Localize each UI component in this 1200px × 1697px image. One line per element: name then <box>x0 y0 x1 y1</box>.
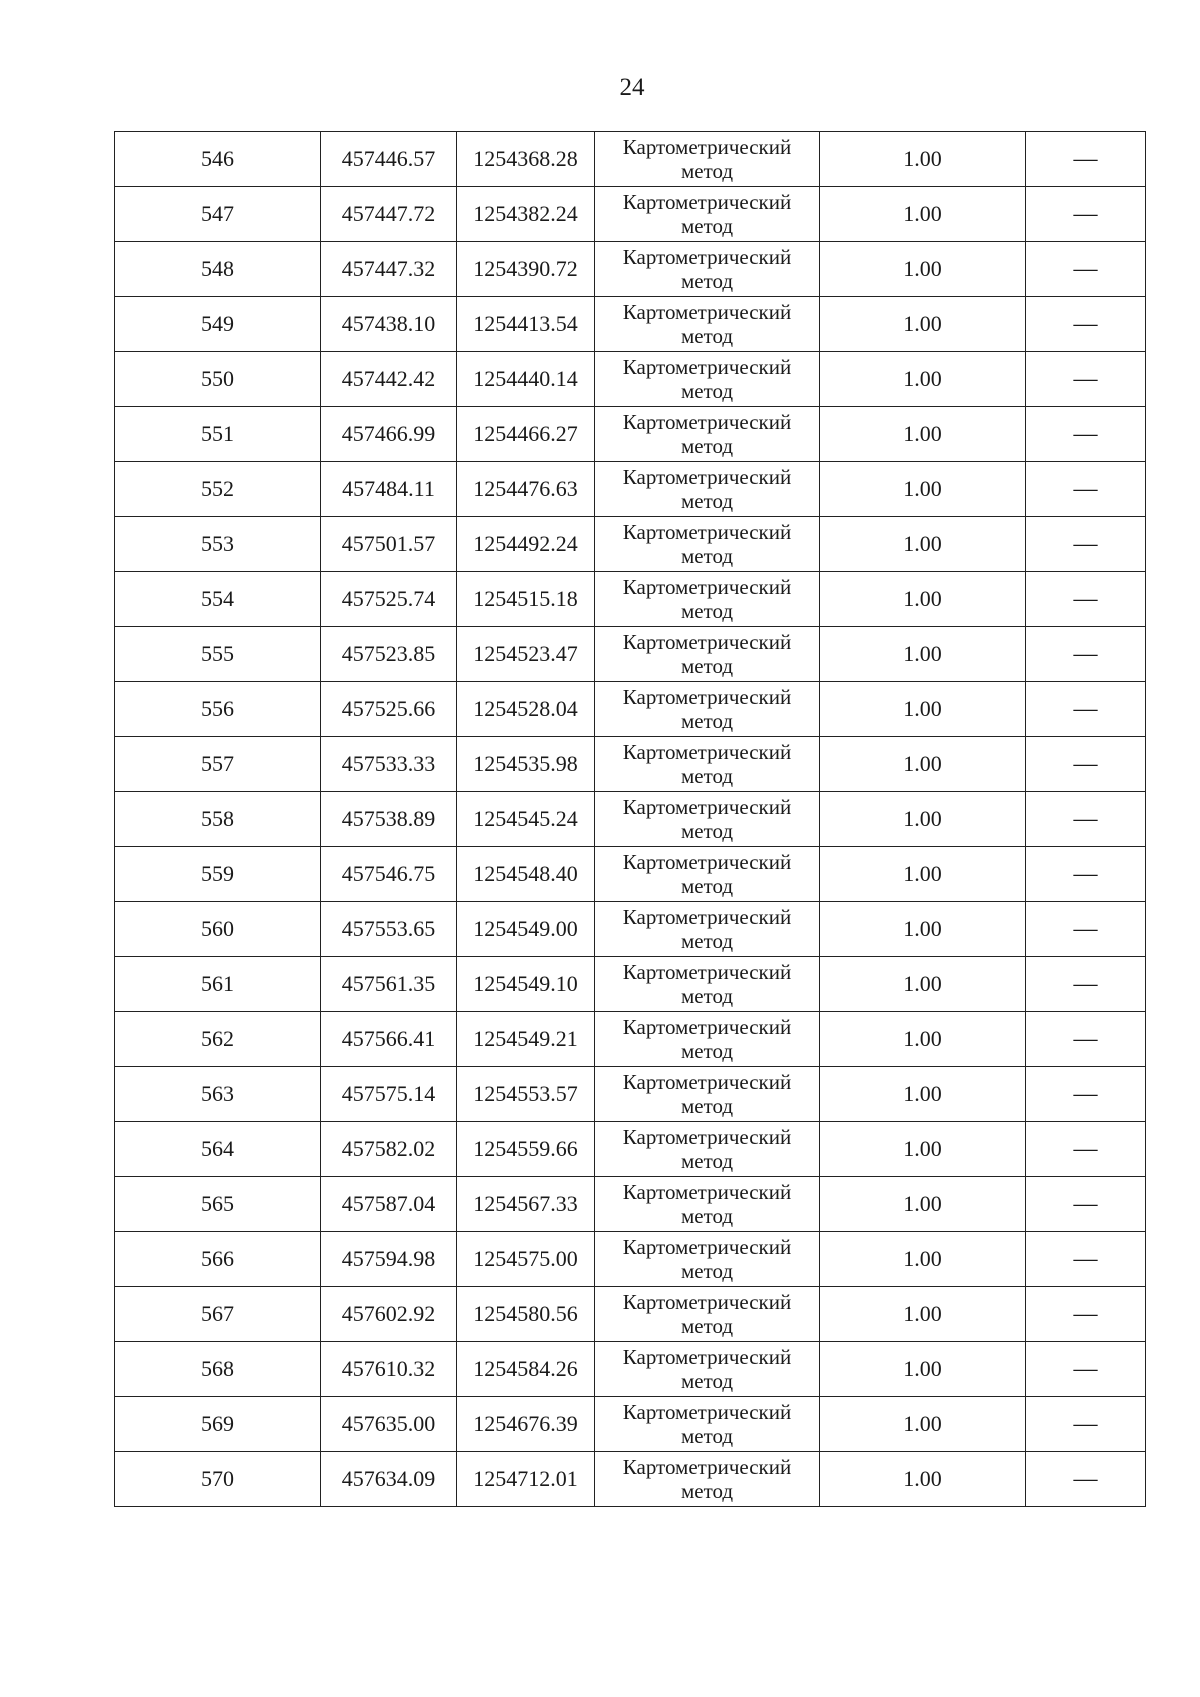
x-coordinate-cell: 457484.11 <box>321 462 457 517</box>
method-line-1: Картометрический <box>622 795 792 819</box>
method-cell <box>595 517 820 572</box>
description-cell: — <box>1026 1342 1146 1397</box>
method-line-2: метод <box>680 819 734 843</box>
method-line-2: метод <box>680 214 734 238</box>
precision-cell: 1.00 <box>820 1452 1026 1507</box>
description-cell: — <box>1026 1122 1146 1177</box>
x-coordinate-cell: 457446.57 <box>321 132 457 187</box>
precision-cell: 1.00 <box>820 902 1026 957</box>
y-coordinate-cell: 1254584.26 <box>457 1342 595 1397</box>
method-line-2: метод <box>680 709 734 733</box>
x-coordinate-cell: 457442.42 <box>321 352 457 407</box>
description-cell: — <box>1026 517 1146 572</box>
y-coordinate-cell: 1254492.24 <box>457 517 595 572</box>
method-line-2: метод <box>680 764 734 788</box>
y-coordinate-cell: 1254559.66 <box>457 1122 595 1177</box>
description-cell: — <box>1026 847 1146 902</box>
precision-cell: 1.00 <box>820 242 1026 297</box>
method-line-2: метод <box>680 1424 734 1448</box>
table-row <box>115 572 1146 627</box>
point-number-cell: 570 <box>115 1452 321 1507</box>
method-line-2: метод <box>680 1039 734 1063</box>
method-cell <box>595 1397 820 1452</box>
method-line-1: Картометрический <box>622 410 792 434</box>
description-cell: — <box>1026 1397 1146 1452</box>
point-number-cell: 555 <box>115 627 321 682</box>
y-coordinate-cell: 1254368.28 <box>457 132 595 187</box>
method-cell <box>595 1232 820 1287</box>
method-line-1: Картометрический <box>622 905 792 929</box>
point-number-cell: 567 <box>115 1287 321 1342</box>
point-number-cell: 563 <box>115 1067 321 1122</box>
method-line-2: метод <box>680 654 734 678</box>
x-coordinate-cell: 457438.10 <box>321 297 457 352</box>
description-cell: — <box>1026 462 1146 517</box>
point-number-cell: 553 <box>115 517 321 572</box>
description-cell: — <box>1026 297 1146 352</box>
x-coordinate-cell: 457523.85 <box>321 627 457 682</box>
y-coordinate-cell: 1254382.24 <box>457 187 595 242</box>
x-coordinate-cell: 457533.33 <box>321 737 457 792</box>
x-coordinate-cell: 457525.74 <box>321 572 457 627</box>
y-coordinate-cell: 1254515.18 <box>457 572 595 627</box>
method-cell <box>595 1067 820 1122</box>
precision-cell: 1.00 <box>820 682 1026 737</box>
description-cell: — <box>1026 242 1146 297</box>
y-coordinate-cell: 1254549.10 <box>457 957 595 1012</box>
table-row <box>115 1287 1146 1342</box>
method-cell <box>595 572 820 627</box>
x-coordinate-cell: 457466.99 <box>321 407 457 462</box>
method-line-2: метод <box>680 984 734 1008</box>
method-cell <box>595 1122 820 1177</box>
y-coordinate-cell: 1254523.47 <box>457 627 595 682</box>
y-coordinate-cell: 1254567.33 <box>457 1177 595 1232</box>
table-row <box>115 187 1146 242</box>
table-row <box>115 627 1146 682</box>
y-coordinate-cell: 1254549.21 <box>457 1012 595 1067</box>
x-coordinate-cell: 457602.92 <box>321 1287 457 1342</box>
point-number-cell: 559 <box>115 847 321 902</box>
point-number-cell: 552 <box>115 462 321 517</box>
description-cell: — <box>1026 1067 1146 1122</box>
method-line-2: метод <box>680 379 734 403</box>
table-row <box>115 352 1146 407</box>
table-row <box>115 792 1146 847</box>
table-row <box>115 737 1146 792</box>
method-cell <box>595 737 820 792</box>
point-number-cell: 565 <box>115 1177 321 1232</box>
method-line-2: метод <box>680 929 734 953</box>
method-line-2: метод <box>680 269 734 293</box>
x-coordinate-cell: 457538.89 <box>321 792 457 847</box>
precision-cell: 1.00 <box>820 187 1026 242</box>
precision-cell: 1.00 <box>820 1012 1026 1067</box>
method-line-1: Картометрический <box>622 245 792 269</box>
method-line-1: Картометрический <box>622 520 792 544</box>
point-number-cell: 569 <box>115 1397 321 1452</box>
precision-cell: 1.00 <box>820 1067 1026 1122</box>
point-number-cell: 568 <box>115 1342 321 1397</box>
method-cell <box>595 957 820 1012</box>
table-row <box>115 1012 1146 1067</box>
method-line-2: метод <box>680 1204 734 1228</box>
x-coordinate-cell: 457575.14 <box>321 1067 457 1122</box>
precision-cell: 1.00 <box>820 737 1026 792</box>
precision-cell: 1.00 <box>820 517 1026 572</box>
precision-cell: 1.00 <box>820 1232 1026 1287</box>
precision-cell: 1.00 <box>820 572 1026 627</box>
method-cell <box>595 407 820 462</box>
point-number-cell: 560 <box>115 902 321 957</box>
x-coordinate-cell: 457501.57 <box>321 517 457 572</box>
page-number: 24 <box>619 74 645 101</box>
table-row <box>115 1232 1146 1287</box>
method-line-2: метод <box>680 324 734 348</box>
description-cell: — <box>1026 132 1146 187</box>
y-coordinate-cell: 1254535.98 <box>457 737 595 792</box>
y-coordinate-cell: 1254390.72 <box>457 242 595 297</box>
table-row <box>115 682 1146 737</box>
method-line-1: Картометрический <box>622 465 792 489</box>
point-number-cell: 548 <box>115 242 321 297</box>
x-coordinate-cell: 457561.35 <box>321 957 457 1012</box>
precision-cell: 1.00 <box>820 1342 1026 1397</box>
table-row <box>115 517 1146 572</box>
method-line-2: метод <box>680 874 734 898</box>
method-cell <box>595 242 820 297</box>
point-number-cell: 549 <box>115 297 321 352</box>
description-cell: — <box>1026 1287 1146 1342</box>
point-number-cell: 550 <box>115 352 321 407</box>
precision-cell: 1.00 <box>820 297 1026 352</box>
method-line-2: метод <box>680 544 734 568</box>
method-line-2: метод <box>680 1479 734 1503</box>
x-coordinate-cell: 457610.32 <box>321 1342 457 1397</box>
table-row <box>115 407 1146 462</box>
table-row <box>115 902 1146 957</box>
method-line-1: Картометрический <box>622 575 792 599</box>
method-line-2: метод <box>680 1314 734 1338</box>
description-cell: — <box>1026 187 1146 242</box>
method-line-2: метод <box>680 489 734 513</box>
table-row <box>115 1177 1146 1232</box>
point-number-cell: 566 <box>115 1232 321 1287</box>
point-number-cell: 556 <box>115 682 321 737</box>
point-number-cell: 561 <box>115 957 321 1012</box>
method-line-2: метод <box>680 1369 734 1393</box>
method-cell <box>595 462 820 517</box>
description-cell: — <box>1026 1452 1146 1507</box>
x-coordinate-cell: 457447.72 <box>321 187 457 242</box>
precision-cell: 1.00 <box>820 627 1026 682</box>
method-line-2: метод <box>680 159 734 183</box>
method-line-1: Картометрический <box>622 1125 792 1149</box>
description-cell: — <box>1026 352 1146 407</box>
precision-cell: 1.00 <box>820 132 1026 187</box>
method-line-2: метод <box>680 434 734 458</box>
method-line-1: Картометрический <box>622 1290 792 1314</box>
method-cell <box>595 1452 820 1507</box>
x-coordinate-cell: 457587.04 <box>321 1177 457 1232</box>
method-line-1: Картометрический <box>622 190 792 214</box>
precision-cell: 1.00 <box>820 1397 1026 1452</box>
precision-cell: 1.00 <box>820 1122 1026 1177</box>
point-number-cell: 547 <box>115 187 321 242</box>
method-line-2: метод <box>680 1259 734 1283</box>
method-cell <box>595 847 820 902</box>
point-number-cell: 554 <box>115 572 321 627</box>
method-line-1: Картометрический <box>622 850 792 874</box>
precision-cell: 1.00 <box>820 957 1026 1012</box>
method-line-2: метод <box>680 599 734 623</box>
point-number-cell: 551 <box>115 407 321 462</box>
method-line-1: Картометрический <box>622 685 792 709</box>
y-coordinate-cell: 1254413.54 <box>457 297 595 352</box>
point-number-cell: 557 <box>115 737 321 792</box>
x-coordinate-cell: 457566.41 <box>321 1012 457 1067</box>
table-row <box>115 242 1146 297</box>
method-line-1: Картометрический <box>622 1180 792 1204</box>
y-coordinate-cell: 1254440.14 <box>457 352 595 407</box>
table-row <box>115 957 1146 1012</box>
y-coordinate-cell: 1254553.57 <box>457 1067 595 1122</box>
description-cell: — <box>1026 737 1146 792</box>
table-row <box>115 1342 1146 1397</box>
point-number-cell: 558 <box>115 792 321 847</box>
method-line-1: Картометрический <box>622 1400 792 1424</box>
description-cell: — <box>1026 627 1146 682</box>
precision-cell: 1.00 <box>820 1287 1026 1342</box>
point-number-cell: 564 <box>115 1122 321 1177</box>
x-coordinate-cell: 457634.09 <box>321 1452 457 1507</box>
description-cell: — <box>1026 682 1146 737</box>
method-line-1: Картометрический <box>622 630 792 654</box>
precision-cell: 1.00 <box>820 792 1026 847</box>
table-row <box>115 1122 1146 1177</box>
x-coordinate-cell: 457635.00 <box>321 1397 457 1452</box>
y-coordinate-cell: 1254545.24 <box>457 792 595 847</box>
precision-cell: 1.00 <box>820 462 1026 517</box>
table-row <box>115 1452 1146 1507</box>
y-coordinate-cell: 1254476.63 <box>457 462 595 517</box>
method-cell <box>595 792 820 847</box>
precision-cell: 1.00 <box>820 847 1026 902</box>
method-line-1: Картометрический <box>622 355 792 379</box>
method-line-1: Картометрический <box>622 1455 792 1479</box>
description-cell: — <box>1026 407 1146 462</box>
method-cell <box>595 902 820 957</box>
precision-cell: 1.00 <box>820 352 1026 407</box>
method-line-1: Картометрический <box>622 1345 792 1369</box>
method-line-1: Картометрический <box>622 1235 792 1259</box>
method-cell <box>595 682 820 737</box>
description-cell: — <box>1026 792 1146 847</box>
method-cell <box>595 627 820 682</box>
method-cell <box>595 1342 820 1397</box>
table-row <box>115 847 1146 902</box>
y-coordinate-cell: 1254676.39 <box>457 1397 595 1452</box>
description-cell: — <box>1026 1232 1146 1287</box>
x-coordinate-cell: 457553.65 <box>321 902 457 957</box>
y-coordinate-cell: 1254548.40 <box>457 847 595 902</box>
y-coordinate-cell: 1254575.00 <box>457 1232 595 1287</box>
y-coordinate-cell: 1254528.04 <box>457 682 595 737</box>
method-cell <box>595 132 820 187</box>
precision-cell: 1.00 <box>820 1177 1026 1232</box>
y-coordinate-cell: 1254466.27 <box>457 407 595 462</box>
method-line-2: метод <box>680 1094 734 1118</box>
method-line-1: Картометрический <box>622 740 792 764</box>
table-row <box>115 297 1146 352</box>
method-cell <box>595 187 820 242</box>
x-coordinate-cell: 457594.98 <box>321 1232 457 1287</box>
y-coordinate-cell: 1254712.01 <box>457 1452 595 1507</box>
coordinates-table <box>114 131 1146 1507</box>
method-cell <box>595 352 820 407</box>
x-coordinate-cell: 457447.32 <box>321 242 457 297</box>
x-coordinate-cell: 457525.66 <box>321 682 457 737</box>
point-number-cell: 562 <box>115 1012 321 1067</box>
point-number-cell: 546 <box>115 132 321 187</box>
y-coordinate-cell: 1254549.00 <box>457 902 595 957</box>
precision-cell: 1.00 <box>820 407 1026 462</box>
method-line-1: Картометрический <box>622 1070 792 1094</box>
method-cell <box>595 297 820 352</box>
x-coordinate-cell: 457546.75 <box>321 847 457 902</box>
description-cell: — <box>1026 957 1146 1012</box>
table-row <box>115 462 1146 517</box>
description-cell: — <box>1026 572 1146 627</box>
method-line-1: Картометрический <box>622 300 792 324</box>
table-row <box>115 132 1146 187</box>
table-body <box>115 132 1146 1507</box>
method-line-2: метод <box>680 1149 734 1173</box>
description-cell: — <box>1026 1012 1146 1067</box>
x-coordinate-cell: 457582.02 <box>321 1122 457 1177</box>
method-cell <box>595 1287 820 1342</box>
method-line-1: Картометрический <box>622 960 792 984</box>
table-row <box>115 1067 1146 1122</box>
method-line-1: Картометрический <box>622 1015 792 1039</box>
method-line-1: Картометрический <box>622 135 792 159</box>
description-cell: — <box>1026 902 1146 957</box>
description-cell: — <box>1026 1177 1146 1232</box>
table-row <box>115 1397 1146 1452</box>
method-cell <box>595 1177 820 1232</box>
y-coordinate-cell: 1254580.56 <box>457 1287 595 1342</box>
method-cell <box>595 1012 820 1067</box>
